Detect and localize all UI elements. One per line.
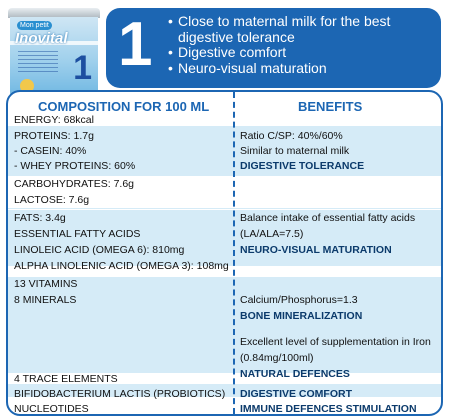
benefit-title: IMMUNE DEFENCES STIMULATION: [240, 403, 417, 415]
column-divider: [233, 92, 235, 414]
header-bullet: • Close to maternal milk for the best digestive tolerance: [168, 14, 430, 45]
benefit-title: NATURAL DEFENCES: [240, 368, 350, 380]
composition-item: ESSENTIAL FATTY ACIDS: [14, 228, 141, 240]
benefits-header: BENEFITS: [298, 99, 363, 114]
benefit-item: Excellent level of supplementation in Iron: [240, 336, 431, 348]
header-banner: [106, 8, 441, 88]
composition-item: 13 VITAMINS: [14, 278, 78, 290]
composition-item: - WHEY PROTEINS: 60%: [14, 160, 136, 172]
benefit-item: Ratio C/SP: 40%/60%: [240, 130, 343, 142]
benefit-item: (0.84mg/100ml): [240, 352, 314, 364]
benefit-title: NEURO-VISUAL MATURATION: [240, 244, 392, 256]
composition-item: LINOLEIC ACID (OMEGA 6): 810mg: [14, 244, 185, 256]
can-brand-small: Mon petit: [17, 21, 52, 30]
composition-item: ALPHA LINOLENIC ACID (OMEGA 3): 108mg: [14, 260, 229, 272]
benefit-title: DIGESTIVE COMFORT: [240, 388, 353, 400]
header-bullet-list: [168, 14, 430, 76]
product-can-image: [8, 8, 100, 100]
benefit-item: Calcium/Phosphorus=1.3: [240, 294, 358, 306]
row-band-minerals: [8, 277, 441, 373]
composition-item: 8 MINERALS: [14, 294, 77, 306]
header-bullet: • Neuro-visual maturation: [168, 61, 430, 77]
can-brand: Inovital: [15, 30, 68, 47]
composition-item: NUCLEOTIDES: [14, 403, 89, 415]
composition-header: COMPOSITION FOR 100 ML: [38, 99, 210, 114]
composition-item: 4 TRACE ELEMENTS: [14, 373, 118, 385]
composition-item: LACTOSE: 7.6g: [14, 194, 90, 206]
composition-item: CARBOHYDRATES: 7.6g: [14, 178, 135, 190]
composition-item: BIFIDOBACTERIUM LACTIS (PROBIOTICS): [14, 388, 226, 400]
can-fine-print: [18, 51, 58, 73]
benefit-item: (LA/ALA=7.5): [240, 228, 304, 240]
composition-item: FATS: 3.4g: [14, 212, 66, 224]
header-bullet: • Digestive comfort: [168, 45, 430, 61]
header-number: 1: [118, 10, 153, 79]
composition-table: [6, 90, 443, 416]
benefit-title: DIGESTIVE TOLERANCE: [240, 160, 365, 172]
benefit-title: BONE MINERALIZATION: [240, 310, 363, 322]
composition-item: PROTEINS: 1.7g: [14, 130, 94, 142]
composition-item: - CASEIN: 40%: [14, 145, 87, 157]
benefit-item: Balance intake of essential fatty acids: [240, 212, 416, 224]
can-stage-number: 1: [73, 49, 92, 87]
can-body: [10, 17, 98, 97]
benefit-item: Similar to maternal milk: [240, 145, 350, 157]
composition-item: ENERGY: 68kcal: [14, 114, 94, 126]
